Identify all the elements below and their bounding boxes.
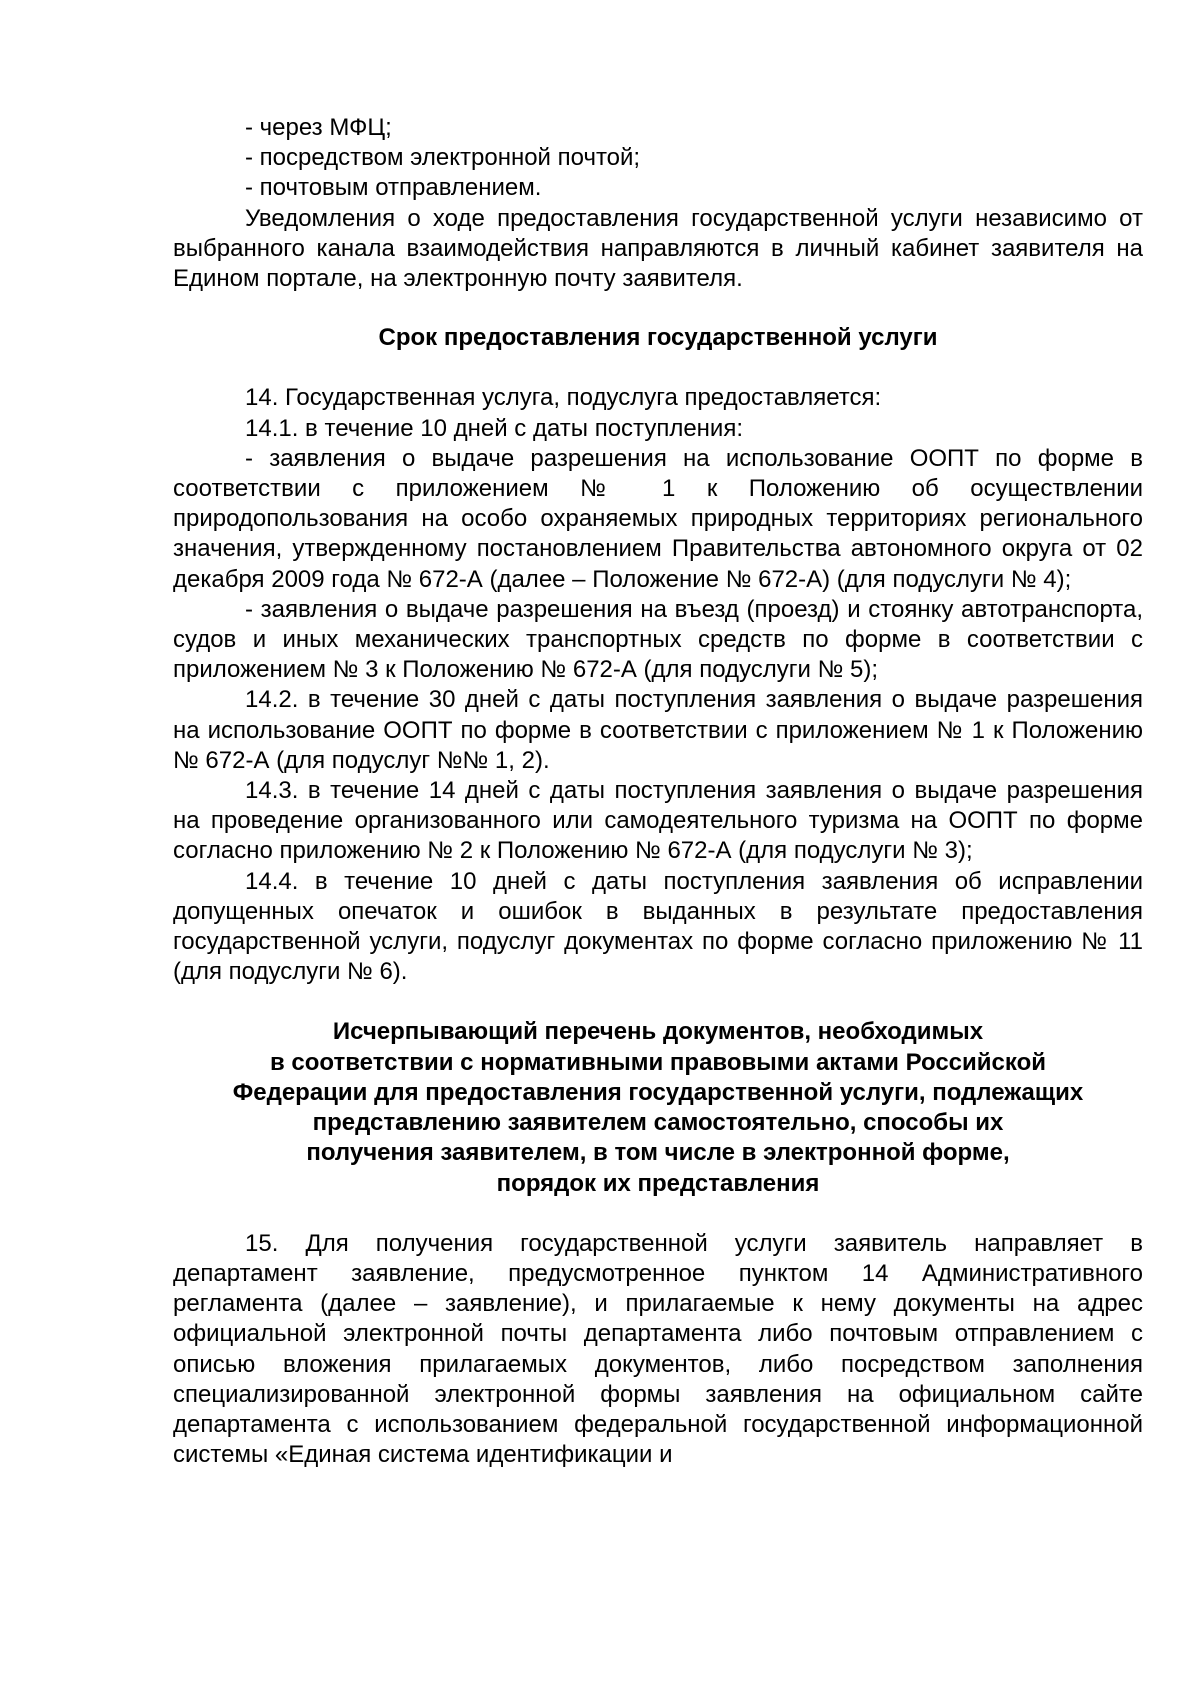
heading-line: Исчерпывающий перечень документов, необходимых bbox=[332, 1018, 984, 1046]
section-heading: Срок предоставления государственной услуги bbox=[378, 324, 938, 352]
paragraph: 15. Для получения государственной услуги заявитель направляет в департамент заявление, предусмотренное пунктом 14 Административного регламента (далее – заявление), и прилагаемые к нему документы на адрес официальной электронной почты департамента либо почтовым отправлением с описью вложения прилагаемых документов, либо посредством заполнения специализированной электронной формы заявления на официальном сайте департамента с использованием федеральной государственной информационной системы «Единая система идентификации и bbox=[173, 1229, 1143, 1469]
list-item: - посредством электронной почтой; bbox=[245, 144, 641, 172]
paragraph: 14.2. в течение 30 дней с даты поступления заявления о выдаче разрешения на использование ООПТ по форме в соответствии с приложением № 1 к Положению № 672-А (для подуслуг №№ 1, 2). bbox=[173, 686, 1143, 774]
list-item: - заявления о выдаче разрешения на использование ООПТ по форме в соответствии с приложением № 1 к Положению об осуществлении природопользования на особо охраняемых природных территориях регионального значения, утвержденному постановлением Правительства автономного округа от 02 декабря 2009 года № 672-А (далее – Положение № 672-А) (для подуслуги № 4); bbox=[173, 444, 1143, 593]
document-page bbox=[173, 113, 1143, 1470]
paragraph: Уведомления о ходе предоставления государственной услуги независимо от выбранного канала взаимодействия направляются в личный кабинет заявителя на Едином портале, на электронную почту заявителя. bbox=[173, 204, 1143, 293]
paragraph: 14.1. в течение 10 дней с даты поступления: bbox=[245, 414, 743, 442]
list-item: - заявления о выдаче разрешения на въезд (проезд) и стоянку автотранспорта, судов и иных механических транспортных средств по форме в соответствии с приложением № 3 к Положению № 672-А (для подуслуги № 5); bbox=[173, 595, 1143, 684]
paragraph: 14.4. в течение 10 дней с даты поступления заявления об исправлении допущенных опечаток и ошибок в выданных в результате предоставления государственной услуги, подуслуг документах по форме согласно приложению № 11 (для подуслуги № 6). bbox=[173, 867, 1143, 986]
heading-line: в соответствии с нормативными правовыми актами Российской bbox=[270, 1048, 1046, 1076]
heading-line: получения заявителем, в том числе в электронной форме, bbox=[306, 1139, 1010, 1167]
heading-line: порядок их представления bbox=[496, 1169, 820, 1197]
heading-line: Федерации для предоставления государственной услуги, подлежащих bbox=[232, 1078, 1084, 1106]
list-item: - через МФЦ; bbox=[245, 114, 392, 141]
section-heading bbox=[173, 1017, 1143, 1198]
list-item: - почтовым отправлением. bbox=[245, 174, 542, 202]
paragraph: 14.3. в течение 14 дней с даты поступления заявления о выдаче разрешения на проведение организованного или самодеятельного туризма на ООПТ по форме согласно приложению № 2 к Положению № 672-А (для подуслуги № 3); bbox=[173, 777, 1143, 865]
paragraph: 14. Государственная услуга, подуслуга предоставляется: bbox=[245, 384, 882, 412]
heading-line: представлению заявителем самостоятельно, способы их bbox=[312, 1109, 1004, 1137]
